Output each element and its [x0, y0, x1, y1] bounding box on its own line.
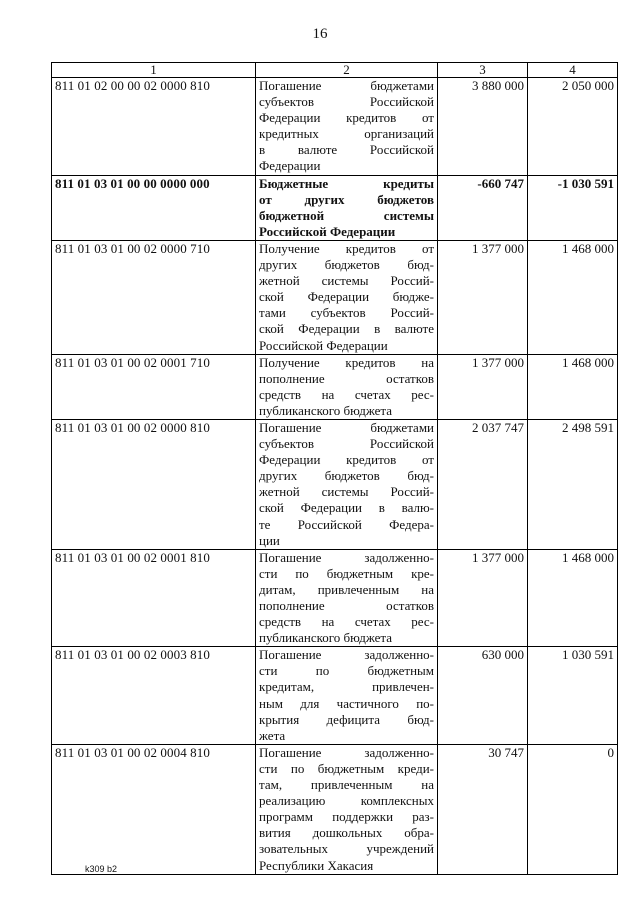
- description-line: сти по бюджетным креди-: [259, 760, 434, 776]
- description-line: субъектов Российской: [259, 94, 434, 110]
- amount-col3: -660 747: [438, 175, 528, 240]
- description: [256, 354, 438, 419]
- description-line: Российской Федерации: [259, 223, 396, 239]
- description: [256, 647, 438, 745]
- description-line: зовательных учреждений: [259, 841, 434, 857]
- description-line: Погашение бюджетами: [259, 419, 434, 435]
- amount-col4: 1 030 591: [528, 647, 618, 745]
- amount-col4: 0: [528, 744, 618, 874]
- table-row: [52, 744, 618, 874]
- amount-col4: 1 468 000: [528, 240, 618, 354]
- amount-col3: 30 747: [438, 744, 528, 874]
- description: [256, 744, 438, 874]
- table-row: [52, 78, 618, 176]
- description-line: средств на счетах рес-: [259, 614, 434, 630]
- description-line: Погашение задолженно-: [259, 744, 434, 760]
- description-line: те Российской Федера-: [259, 516, 434, 532]
- budget-code: 811 01 03 01 00 02 0000 710: [52, 240, 256, 354]
- description-line: публиканского бюджета: [259, 630, 393, 646]
- description: [256, 78, 438, 176]
- column-header-3: 3: [438, 63, 528, 78]
- description-line: ской Федерации в валюте: [259, 321, 434, 337]
- table-header-row: [52, 63, 618, 78]
- table-row: [52, 240, 618, 354]
- description-line: публиканского бюджета: [259, 402, 393, 418]
- description-line: других бюджетов бюд-: [259, 468, 434, 484]
- description-line: программ поддержки раз-: [259, 809, 434, 825]
- description: [256, 175, 438, 240]
- table-row: [52, 419, 618, 549]
- description-line: ской Федерации бюдже-: [259, 289, 434, 305]
- amount-col3: 2 037 747: [438, 419, 528, 549]
- amount-col4: 2 498 591: [528, 419, 618, 549]
- description-line: реализацию комплексных: [259, 793, 434, 809]
- table-row: [52, 175, 618, 240]
- budget-code: 811 01 03 01 00 02 0004 810: [52, 744, 256, 874]
- budget-code: 811 01 03 01 00 02 0001 710: [52, 354, 256, 419]
- description-line: субъектов Российской: [259, 436, 434, 452]
- amount-col3: 3 880 000: [438, 78, 528, 176]
- description-line: Российской Федерации: [259, 337, 388, 353]
- budget-code: 811 01 03 01 00 02 0000 810: [52, 419, 256, 549]
- description-line: жетной системы Россий-: [259, 273, 434, 289]
- description-line: пополнение остатков: [259, 370, 434, 386]
- description-line: Погашение бюджетами: [259, 78, 434, 93]
- description-line: в валюте Российской: [259, 142, 434, 158]
- column-header-4: 4: [528, 63, 618, 78]
- description-line: Федерации кредитов от: [259, 452, 434, 468]
- page-number: 16: [312, 26, 328, 42]
- description-line: Бюджетные кредиты: [259, 175, 434, 191]
- column-header-2: 2: [256, 63, 438, 78]
- description-line: средств на счетах рес-: [259, 386, 434, 402]
- column-header-1: 1: [52, 63, 256, 78]
- description-line: других бюджетов бюд-: [259, 257, 434, 273]
- table-row: [52, 549, 618, 647]
- description-line: пополнение остатков: [259, 598, 434, 613]
- budget-code: 811 01 03 01 00 02 0001 810: [52, 549, 256, 647]
- description-line: Погашение задолженно-: [259, 647, 434, 663]
- amount-col4: -1 030 591: [528, 175, 618, 240]
- description-line: ской Федерации в валю-: [259, 500, 434, 516]
- budget-table: [51, 62, 618, 875]
- description-line: сти по бюджетным кре-: [259, 565, 434, 581]
- table-row: [52, 354, 618, 419]
- description-line: там, привлеченным на: [259, 777, 434, 793]
- description-line: Получение кредитов на: [259, 354, 434, 370]
- description-line: Федерации: [259, 158, 321, 174]
- description-line: от других бюджетов: [259, 191, 434, 207]
- amount-col3: 630 000: [438, 647, 528, 745]
- description-line: крытия дефицита бюд-: [259, 711, 434, 727]
- description-line: сти по бюджетным: [259, 663, 434, 679]
- description-line: Погашение задолженно-: [259, 549, 434, 565]
- amount-col4: 2 050 000: [528, 78, 618, 176]
- amount-col3: 1 377 000: [438, 354, 528, 419]
- description-line: Федерации кредитов от: [259, 110, 434, 126]
- description: [256, 240, 438, 354]
- budget-code: 811 01 03 01 00 00 0000 000: [52, 175, 256, 240]
- description-line: жета: [259, 727, 286, 743]
- budget-code: 811 01 02 00 00 02 0000 810: [52, 78, 256, 176]
- description: [256, 419, 438, 549]
- description-line: вития дошкольных обра-: [259, 825, 434, 841]
- description-line: бюджетной системы: [259, 207, 434, 223]
- table-row: [52, 647, 618, 745]
- amount-col4: 1 468 000: [528, 354, 618, 419]
- description-line: ным для частичного по-: [259, 695, 434, 711]
- amount-col3: 1 377 000: [438, 240, 528, 354]
- description-line: тами субъектов Россий-: [259, 305, 434, 321]
- budget-code: 811 01 03 01 00 02 0003 810: [52, 647, 256, 745]
- description-line: Получение кредитов от: [259, 240, 434, 256]
- description-line: дитам, привлеченным на: [259, 581, 434, 597]
- amount-col4: 1 468 000: [528, 549, 618, 647]
- description-line: ции: [259, 532, 280, 548]
- footer-code: k309 b2: [85, 864, 118, 874]
- description-line: кредитам, привлечен-: [259, 679, 434, 695]
- description-line: жетной системы Россий-: [259, 484, 434, 500]
- description: [256, 549, 438, 647]
- description-line: кредитных организаций: [259, 126, 434, 142]
- description-line: Республики Хакасия: [259, 857, 374, 873]
- amount-col3: 1 377 000: [438, 549, 528, 647]
